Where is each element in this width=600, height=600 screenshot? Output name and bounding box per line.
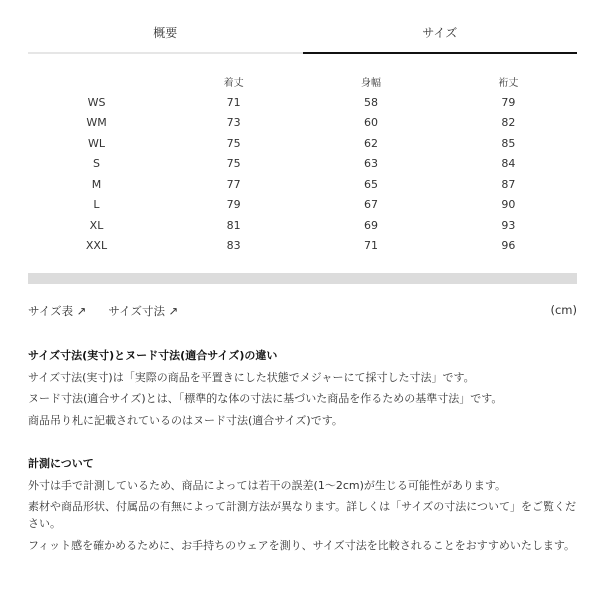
- measurement-cell: 85: [501, 136, 516, 150]
- column-header: 裄丈: [498, 77, 519, 89]
- measurement-cell: 71: [363, 239, 378, 253]
- size-label: M: [91, 177, 102, 191]
- measurement-cell: 90: [501, 198, 516, 212]
- tab-bar: [28, 20, 577, 54]
- table-row: [28, 154, 577, 175]
- measurement-cell: 93: [501, 218, 516, 232]
- measurement-cell: 67: [363, 198, 378, 212]
- table-row: [28, 174, 577, 195]
- note-text: 外寸は手で計測しているため、商品によっては若干の誤差(1〜2cm)が生じる可能性があります。: [28, 478, 507, 492]
- size-notes: [28, 345, 577, 556]
- measurement-cell: 71: [226, 95, 241, 109]
- tab-overview[interactable]: 概要: [28, 20, 303, 54]
- table-row: [28, 215, 577, 236]
- size-label: S: [93, 157, 100, 171]
- measurement-cell: 65: [363, 177, 378, 191]
- size-label: WM: [86, 116, 107, 130]
- unit-label: (cm): [550, 303, 577, 317]
- size-label: L: [93, 198, 100, 212]
- table-header-row: [28, 70, 577, 92]
- measurement-cell: 77: [226, 177, 241, 191]
- table-row: [28, 113, 577, 134]
- size-label: WS: [87, 95, 106, 109]
- measurement-cell: 79: [226, 198, 241, 212]
- measurement-cell: 84: [501, 157, 516, 171]
- table-row: [28, 133, 577, 154]
- note-text: 素材や商品形状、付属品の有無によって計測方法が異なります。詳しくは「サイズの寸法について」をご覧ください。: [28, 500, 577, 530]
- measurement-cell: 60: [363, 116, 378, 130]
- measurement-cell: 75: [226, 157, 241, 171]
- size-chart-link[interactable]: サイズ表 ↗: [28, 304, 87, 318]
- measurement-cell: 82: [501, 116, 516, 130]
- tab-size[interactable]: サイズ: [303, 20, 578, 54]
- note-text: ヌード寸法(適合サイズ)とは、「標準的な体の寸法に基づいた商品を作るための基準寸法」です。: [28, 392, 503, 405]
- horizontal-scrollbar[interactable]: [28, 273, 577, 284]
- measurement-cell: 58: [363, 95, 378, 109]
- note-text: サイズ寸法(実寸)は「実際の商品を平置きにした状態でメジャーにて採寸した寸法」です。: [28, 370, 475, 384]
- note-text: 商品吊り札に記載されているのはヌード寸法(適合サイズ)です。: [28, 413, 343, 427]
- notes-heading-difference: サイズ寸法(実寸)とヌード寸法(適合サイズ)の違い: [28, 349, 278, 362]
- column-header: 着丈: [223, 77, 244, 89]
- note-text: フィット感を確かめるために、お手持ちのウェアを測り、サイズ寸法を比較されることをおすすめいたします。: [28, 539, 576, 552]
- measurement-cell: 75: [226, 136, 241, 150]
- measurement-cell: 73: [226, 116, 241, 130]
- table-row: [28, 92, 577, 113]
- measurement-cell: 83: [226, 239, 241, 253]
- measurement-cell: 79: [501, 95, 516, 109]
- measurement-cell: 81: [226, 218, 241, 232]
- measurement-cell: 96: [501, 239, 516, 253]
- measurement-cell: 62: [363, 136, 378, 150]
- size-label: XXL: [85, 239, 108, 253]
- measurement-cell: 63: [363, 157, 378, 171]
- column-header: [28, 70, 165, 92]
- table-row: [28, 236, 577, 257]
- table-row: [28, 195, 577, 216]
- measurement-cell: 69: [363, 218, 378, 232]
- size-table: [28, 70, 577, 256]
- notes-heading-measurement: 計測について: [28, 457, 94, 470]
- size-dimensions-link[interactable]: サイズ寸法 ↗: [108, 304, 179, 318]
- measurement-cell: 87: [501, 177, 516, 191]
- size-label: XL: [89, 218, 104, 232]
- column-header: 身幅: [360, 77, 381, 89]
- size-links: [28, 303, 577, 319]
- size-label: WL: [87, 136, 105, 150]
